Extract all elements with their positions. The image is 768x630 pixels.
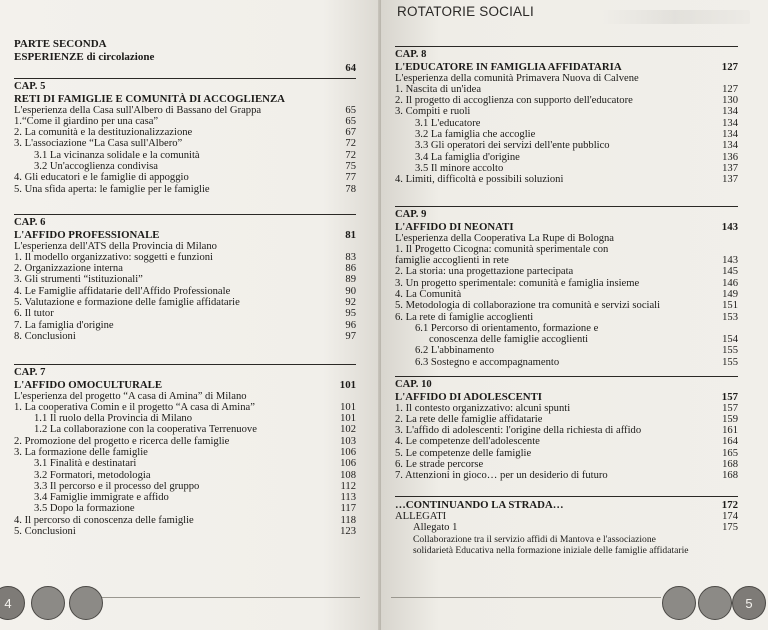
toc-entry-text: 6. La rete di famiglie accoglienti bbox=[395, 311, 534, 323]
toc-entry-page: 78 bbox=[345, 183, 356, 195]
allegato-label: Allegato 1 bbox=[413, 522, 458, 534]
chapter-title-page: 143 bbox=[721, 220, 738, 233]
chapter-title: L'AFFIDO DI ADOLESCENTI bbox=[395, 390, 542, 403]
toc-entry-text: 6.2 L'abbinamento bbox=[415, 345, 494, 357]
toc-entry-page: 145 bbox=[722, 266, 738, 278]
toc-entry-text: 3. Un progetto sperimentale: comunità e famiglia insieme bbox=[395, 277, 640, 289]
toc-entry bbox=[14, 172, 356, 183]
toc-entry bbox=[14, 481, 356, 492]
toc-entry-page: 67 bbox=[345, 127, 356, 139]
toc-entry bbox=[14, 286, 356, 297]
toc-entry-text: L'esperienza della Casa sull'Albero di Bassano del Grappa bbox=[14, 104, 262, 116]
toc-entry-page: 112 bbox=[340, 480, 356, 492]
toc-entry-page: 103 bbox=[340, 435, 356, 447]
toc-entry-page: 95 bbox=[345, 308, 356, 320]
chapter-title-page: 157 bbox=[721, 390, 738, 403]
toc-entry-text: 4. Il percorso di conoscenza delle famiglie bbox=[14, 514, 194, 526]
toc-entry-text: 1. Il Progetto Cicogna: comunità sperimentale con bbox=[395, 243, 609, 255]
toc-entry bbox=[14, 503, 356, 514]
toc-entry bbox=[395, 448, 738, 459]
toc-entry-page: 106 bbox=[340, 446, 356, 458]
part-heading bbox=[14, 38, 356, 74]
closing-title-row bbox=[395, 499, 738, 511]
toc-entry-text: 1.“Come il giardino per una casa” bbox=[14, 115, 159, 127]
toc-entry bbox=[395, 459, 738, 470]
toc-entry-text: 6.3 Sostegno e accompagnamento bbox=[415, 356, 560, 368]
left-page bbox=[0, 0, 380, 630]
chapter-title: L'AFFIDO OMOCULTURALE bbox=[14, 378, 163, 391]
toc-entry-page: 137 bbox=[722, 162, 738, 174]
toc-entry-page: 146 bbox=[722, 277, 738, 289]
toc-entry-page: 143 bbox=[722, 255, 738, 267]
toc-entry bbox=[395, 174, 738, 185]
toc-entry-text: 3. Gli strumenti “istituzionali” bbox=[14, 274, 143, 286]
toc-entry-page: 154 bbox=[722, 334, 738, 346]
toc-entry-page: 77 bbox=[345, 172, 356, 184]
toc-entry-page: 157 bbox=[722, 402, 738, 414]
page-number: 4 bbox=[4, 595, 12, 611]
toc-entry-text: 2. Organizzazione interna bbox=[14, 263, 123, 275]
toc-entry-text: 5. Conclusioni bbox=[14, 526, 76, 538]
toc-entry bbox=[14, 515, 356, 526]
toc-entry-text: 3. La formazione delle famiglie bbox=[14, 446, 148, 458]
toc-entry bbox=[14, 138, 356, 149]
part-page: 64 bbox=[345, 63, 356, 74]
toc-entry-page: 65 bbox=[345, 115, 356, 127]
toc-entry-text: 1. Il modello organizzativo: soggetti e funzioni bbox=[14, 251, 213, 263]
toc-entry-page: 101 bbox=[340, 401, 356, 413]
toc-entry bbox=[14, 492, 356, 503]
toc-entry-page: 106 bbox=[340, 458, 356, 470]
toc-entry-text: 1.1 Il ruolo della Provincia di Milano bbox=[34, 413, 192, 425]
toc-entry-text: famiglie accoglienti in rete bbox=[395, 255, 509, 267]
toc-entry-page: 134 bbox=[722, 128, 738, 140]
toc-entry-page: 118 bbox=[340, 514, 356, 526]
toc-entry bbox=[14, 127, 356, 138]
toc-entry-page: 123 bbox=[340, 526, 356, 538]
section-rule bbox=[395, 496, 738, 497]
toc-entry-page: 90 bbox=[345, 285, 356, 297]
toc-entry-text: 6. Le strade percorse bbox=[395, 458, 484, 470]
toc-entry bbox=[395, 84, 738, 95]
toc-entry bbox=[395, 244, 738, 255]
toc-entry-text: 5. Le competenze delle famiglie bbox=[395, 447, 532, 459]
toc-entry-page: 89 bbox=[345, 274, 356, 286]
toc-entry bbox=[395, 403, 738, 414]
toc-entry-page: 159 bbox=[722, 413, 738, 425]
toc-entry bbox=[14, 297, 356, 308]
toc-entry bbox=[14, 413, 356, 424]
allegato-desc-2: solidarietà Educativa nella formazione iniziale delle famiglie affidatarie bbox=[413, 544, 689, 556]
toc-entry-page: 92 bbox=[345, 296, 356, 308]
toc-entry-text: conoscenza delle famiglie accoglienti bbox=[429, 334, 589, 346]
toc-entry bbox=[395, 278, 738, 289]
toc-entry-page: 72 bbox=[345, 149, 356, 161]
toc-entry-text: 3.5 Dopo la formazione bbox=[34, 503, 135, 515]
chapter-title-row bbox=[14, 379, 356, 391]
allegato-row bbox=[395, 522, 738, 533]
toc-entry bbox=[14, 241, 356, 252]
toc-entry-page: 155 bbox=[722, 345, 738, 357]
allegato-desc-1: Collaborazione tra il servizio affidi di Mantova e l'associazione bbox=[413, 533, 656, 545]
toc-entry bbox=[14, 105, 356, 116]
toc-entry bbox=[14, 184, 356, 195]
chapter-number: CAP. 8 bbox=[395, 49, 427, 60]
toc-entry-page: 168 bbox=[722, 470, 738, 482]
toc-entry bbox=[395, 163, 738, 174]
toc-entry-page: 130 bbox=[722, 95, 738, 107]
toc-entry-page: 113 bbox=[340, 492, 356, 504]
page-number: 5 bbox=[745, 595, 753, 611]
toc-entry bbox=[395, 233, 738, 244]
toc-entry-text: 3.2 Formatori, metodologia bbox=[34, 469, 151, 481]
toc-entry-page: 164 bbox=[722, 436, 738, 448]
page-number-badge bbox=[0, 586, 25, 620]
chapter-title-row bbox=[14, 93, 356, 105]
footer-rule bbox=[70, 597, 360, 598]
closing-section bbox=[395, 496, 738, 556]
toc-entry bbox=[14, 458, 356, 469]
toc-entry-page: 75 bbox=[345, 160, 356, 172]
chapter-10 bbox=[395, 376, 738, 482]
toc-entry-page: 127 bbox=[722, 83, 738, 95]
chapter-title-page: 81 bbox=[345, 228, 356, 241]
part-subtitle: ESPERIENZE di circolazione bbox=[14, 50, 155, 63]
toc-entry bbox=[395, 73, 738, 84]
toc-entry-page: 137 bbox=[722, 174, 738, 186]
toc-entry-text: 4. Le competenze dell'adolescente bbox=[395, 436, 540, 448]
toc-entry-text: 3. Compiti e ruoli bbox=[395, 106, 471, 118]
toc-entry-text: L'esperienza dell'ATS della Provincia di Milano bbox=[14, 240, 217, 252]
toc-entry bbox=[14, 424, 356, 435]
toc-entry bbox=[395, 312, 738, 323]
chapter-title-page: 101 bbox=[339, 378, 356, 391]
toc-entry bbox=[14, 263, 356, 274]
toc-entry-text: 3.1 L'educatore bbox=[415, 117, 481, 129]
chapter-title-row bbox=[14, 229, 356, 241]
chapter-title: L'EDUCATORE IN FAMIGLIA AFFIDATARIA bbox=[395, 60, 622, 73]
toc-entry-page: 153 bbox=[722, 311, 738, 323]
chapter-title-row bbox=[395, 221, 738, 233]
chapter-8 bbox=[395, 46, 738, 185]
toc-entry-text: 3.2 Un'accoglienza condivisa bbox=[34, 160, 158, 172]
chapter-title-row bbox=[395, 61, 738, 73]
toc-entry-text: 1.2 La collaborazione con la cooperativa Terrenuove bbox=[34, 424, 257, 436]
toc-entry bbox=[14, 320, 356, 331]
toc-entry-text: 4. Gli educatori e le famiglie di appoggio bbox=[14, 172, 189, 184]
toc-entry-page: 165 bbox=[722, 447, 738, 459]
closing-title: …CONTINUANDO LA STRADA… bbox=[395, 499, 564, 511]
allegati-label: ALLEGATI bbox=[395, 511, 447, 522]
toc-entry bbox=[14, 470, 356, 481]
toc-entry bbox=[395, 470, 738, 481]
toc-entry bbox=[14, 252, 356, 263]
toc-entry-text: 3.3 Il percorso e il processo del gruppo bbox=[34, 480, 200, 492]
toc-entry bbox=[14, 391, 356, 402]
toc-entry bbox=[14, 116, 356, 127]
allegati-page: 174 bbox=[722, 511, 738, 522]
toc-entry bbox=[395, 300, 738, 311]
section-rule bbox=[14, 78, 356, 79]
toc-entry bbox=[395, 425, 738, 436]
chapter-number: CAP. 9 bbox=[395, 209, 427, 220]
chapter-number: CAP. 6 bbox=[14, 217, 46, 228]
chapter-title: L'AFFIDO PROFESSIONALE bbox=[14, 228, 160, 241]
toc-entry-text: 3.4 La famiglia d'origine bbox=[415, 151, 520, 163]
toc-entry-page: 117 bbox=[340, 503, 356, 515]
toc-entry-page: 96 bbox=[345, 319, 356, 331]
toc-entry-page: 83 bbox=[345, 251, 356, 263]
toc-entry-text: 5. Metodologia di collaborazione tra comunità e servizi sociali bbox=[395, 300, 661, 312]
toc-entry-text: 1. Nascita di un'idea bbox=[395, 83, 482, 95]
section-rule bbox=[395, 46, 738, 47]
chapter-title-page: 127 bbox=[721, 60, 738, 73]
toc-entry bbox=[395, 436, 738, 447]
toc-entry-page: 97 bbox=[345, 330, 356, 342]
decorative-circle bbox=[698, 586, 732, 620]
toc-entry-text: 2. La storia: una progettazione partecipata bbox=[395, 266, 574, 278]
chapter-title: L'AFFIDO DI NEONATI bbox=[395, 220, 514, 233]
toc-entry-page: 65 bbox=[345, 104, 356, 116]
chapter-9 bbox=[395, 206, 738, 368]
toc-entry bbox=[395, 323, 738, 334]
toc-entry-text: 3. L'affido di adolescenti: l'origine della richiesta di affido bbox=[395, 425, 642, 437]
toc-entry-page: 151 bbox=[722, 300, 738, 312]
toc-entry-page: 161 bbox=[722, 425, 738, 437]
toc-entry-text: 3.3 Gli operatori dei servizi dell'ente pubblico bbox=[415, 140, 610, 152]
toc-entry-text: 1. Il contesto organizzativo: alcuni spunti bbox=[395, 402, 571, 414]
toc-entry bbox=[14, 526, 356, 537]
toc-entry-text: 2. Promozione del progetto e ricerca delle famiglie bbox=[14, 435, 230, 447]
chapter-title-row bbox=[395, 391, 738, 403]
chapter-7 bbox=[14, 364, 356, 537]
toc-entry-text: 2. La rete delle famiglie affidatarie bbox=[395, 413, 543, 425]
section-rule bbox=[395, 206, 738, 207]
part-label: PARTE SECONDA bbox=[14, 38, 107, 50]
toc-entry bbox=[14, 274, 356, 285]
toc-entry bbox=[14, 447, 356, 458]
toc-entry-text: 6.1 Percorso di orientamento, formazione e bbox=[415, 322, 599, 334]
toc-entry-text: 1. La cooperativa Comin e il progetto “A casa di Amina” bbox=[14, 401, 255, 413]
toc-entry bbox=[395, 266, 738, 277]
toc-entry bbox=[395, 255, 738, 266]
toc-entry bbox=[14, 436, 356, 447]
allegati-row bbox=[395, 511, 738, 522]
toc-entry bbox=[14, 402, 356, 413]
chapter-number: CAP. 7 bbox=[14, 367, 46, 378]
toc-entry bbox=[395, 414, 738, 425]
toc-entry-text: L'esperienza della comunità Primavera Nuova di Calvene bbox=[395, 72, 639, 84]
toc-entry-text: 3. L'associazione “La Casa sull'Albero” bbox=[14, 138, 183, 150]
footer-rule bbox=[391, 597, 661, 598]
show-through-text bbox=[600, 10, 750, 24]
toc-entry-page: 72 bbox=[345, 138, 356, 150]
toc-entry bbox=[395, 357, 738, 368]
toc-entry-text: L'esperienza del progetto “A casa di Amina” di Milano bbox=[14, 390, 247, 402]
toc-entry-text: 5. Valutazione e formazione delle famiglie affidatarie bbox=[14, 296, 240, 308]
toc-entry-text: 5. Una sfida aperta: le famiglie per le famiglie bbox=[14, 183, 210, 195]
toc-entry-text: 4. Le Famiglie affidatarie dell'Affido Professionale bbox=[14, 285, 231, 297]
toc-entry-text: 3.2 La famiglia che accoglie bbox=[415, 128, 536, 140]
page-number-badge bbox=[732, 586, 766, 620]
chapter-5 bbox=[14, 78, 356, 195]
toc-entry-page: 134 bbox=[722, 140, 738, 152]
toc-entry-text: 6. Il tutor bbox=[14, 308, 54, 320]
chapter-title: RETI DI FAMIGLIE E COMUNITÀ DI ACCOGLIENZA bbox=[14, 92, 285, 105]
toc-entry bbox=[395, 334, 738, 345]
section-rule bbox=[14, 364, 356, 365]
decorative-circle bbox=[31, 586, 65, 620]
toc-entry bbox=[14, 331, 356, 342]
toc-entry-text: 8. Conclusioni bbox=[14, 330, 76, 342]
toc-entry-page: 101 bbox=[340, 413, 356, 425]
closing-page: 172 bbox=[721, 499, 738, 511]
toc-entry-text: 2. La comunità e la destituzionalizzazione bbox=[14, 127, 193, 139]
toc-entry bbox=[395, 289, 738, 300]
toc-entry-text: 3.1 Finalità e destinatari bbox=[34, 458, 137, 470]
toc-entry-page: 136 bbox=[722, 151, 738, 163]
toc-entry bbox=[14, 161, 356, 172]
toc-entry bbox=[14, 308, 356, 319]
toc-entry-page: 168 bbox=[722, 458, 738, 470]
toc-entry bbox=[395, 152, 738, 163]
chapter-number: CAP. 10 bbox=[395, 379, 432, 390]
chapter-6 bbox=[14, 214, 356, 342]
toc-entry-text: 4. Limiti, difficoltà e possibili soluzioni bbox=[395, 174, 564, 186]
toc-entry bbox=[395, 106, 738, 117]
toc-entry-page: 86 bbox=[345, 263, 356, 275]
toc-entry-page: 149 bbox=[722, 288, 738, 300]
decorative-circle bbox=[69, 586, 103, 620]
chapter-number: CAP. 5 bbox=[14, 81, 46, 92]
toc-entry bbox=[395, 129, 738, 140]
toc-entry bbox=[395, 95, 738, 106]
section-rule bbox=[14, 214, 356, 215]
toc-entry-page: 134 bbox=[722, 117, 738, 129]
toc-entry-page: 134 bbox=[722, 106, 738, 118]
toc-entry-text: 3.4 Famiglie immigrate e affido bbox=[34, 492, 169, 504]
toc-entry-page: 108 bbox=[340, 469, 356, 481]
toc-entry bbox=[395, 140, 738, 151]
toc-entry-text: 7. Attenzioni in gioco… per un desiderio di futuro bbox=[395, 470, 608, 482]
toc-entry-text: 7. La famiglia d'origine bbox=[14, 319, 114, 331]
toc-entry bbox=[395, 345, 738, 356]
toc-entry-text: L'esperienza della Cooperativa La Rupe di Bologna bbox=[395, 232, 615, 244]
toc-entry bbox=[14, 150, 356, 161]
toc-entry-text: 2. Il progetto di accoglienza con supporto dell'educatore bbox=[395, 95, 633, 107]
running-header: ROTATORIE SOCIALI bbox=[397, 4, 534, 19]
toc-entry-text: 3.1 La vicinanza solidale e la comunità bbox=[34, 149, 200, 161]
toc-entry-text: 4. La Comunità bbox=[395, 288, 462, 300]
toc-entry-page: 155 bbox=[722, 356, 738, 368]
toc-entry-text: 3.5 Il minore accolto bbox=[415, 162, 504, 174]
right-page bbox=[381, 0, 768, 630]
decorative-circle bbox=[662, 586, 696, 620]
toc-entry bbox=[395, 118, 738, 129]
section-rule bbox=[395, 376, 738, 377]
toc-entry-page: 102 bbox=[340, 424, 356, 436]
allegato-page: 175 bbox=[722, 522, 738, 534]
